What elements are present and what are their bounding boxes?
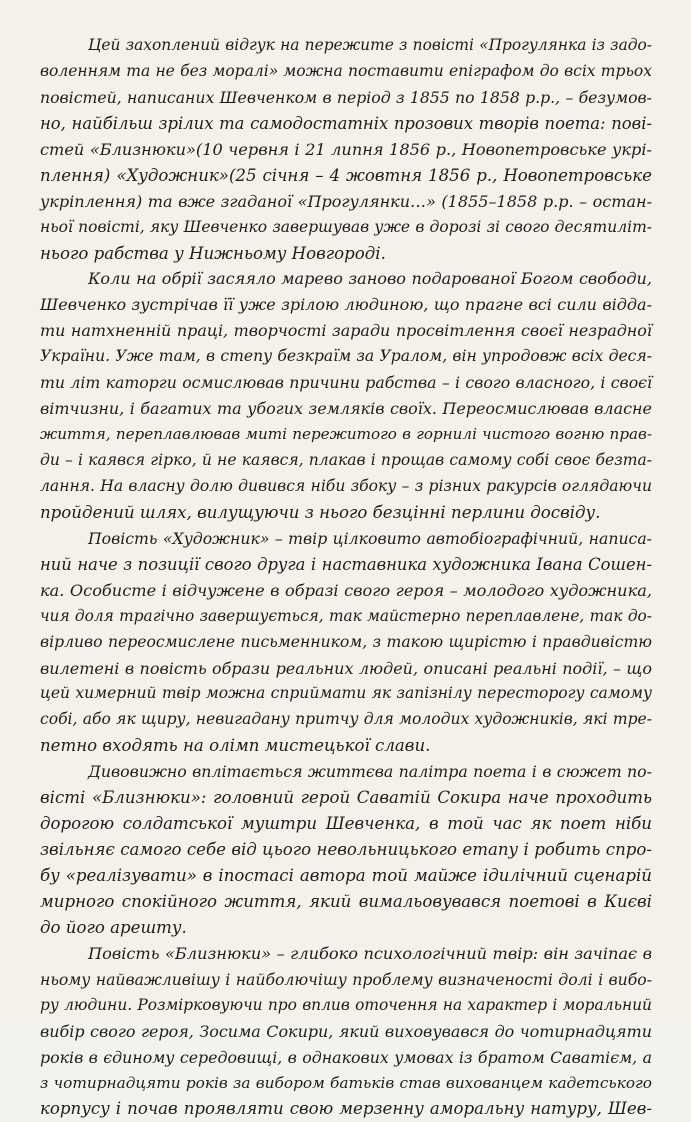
text-line: но, найбільш зрілих та самодостатніх прозових творів поета: пові- — [40, 113, 652, 133]
text-line: вірливо переосмислене письменником, з такою щирістю і правдивістю — [40, 632, 652, 651]
text-line: Коли на обрії засяяло марево заново подарованої Богом свободи, — [88, 269, 652, 289]
text-line: років в єдиному середовищі, в однакових умовах із братом Саватієм, а — [40, 1047, 652, 1067]
text-line: ти літ каторги осмислював причини рабства – і свого власного, і своєї — [40, 373, 652, 393]
text-line: нього рабства у Нижньому Новгороді. — [40, 243, 386, 263]
text-line: вибір свого героя, Зосима Сокири, який виховувався до чотирнадцяти — [40, 1021, 652, 1041]
text-line: повістей, написаних Шевченком в період з 1855 по 1858 р.р., – безумов- — [40, 87, 652, 107]
text-line: чия доля трагічно завершується, так майстерно переплавлене, так до- — [40, 606, 652, 625]
text-line: ди – і каявся гірко, й не каявся, плакав і прощав самому собі своє безта- — [40, 451, 652, 469]
body-text — [40, 33, 652, 1122]
text-line: ний наче з позиції свого друга і наставника художника Івана Сошен- — [40, 554, 652, 574]
text-line: цей химерний твір можна сприймати як запізнілу пересторогу самому — [40, 684, 652, 703]
text-line: ти натхненній праці, творчості заради просвітлення своєї незрадної — [40, 321, 652, 341]
text-line: лання. На власну долю дивився ніби збоку – з різних ракурсів оглядаючи — [40, 476, 652, 495]
text-line: собі, або як щиру, невигадану притчу для молодих художників, які тре- — [40, 710, 652, 729]
text-line: життя, переплавлював миті пережитого в горнилі чистого вогню прав- — [40, 425, 652, 444]
text-line: з чотирнадцяти років за вибором батьків став вихованцем кадетського — [40, 1073, 652, 1092]
text-line: Повість «Художник» – твір цілковито автобіографічний, написа- — [88, 528, 652, 548]
text-line: вісті «Близнюки»: головний герой Саватій Сокира наче проходить — [40, 788, 652, 808]
text-line: плення) «Художник»(25 січня – 4 жовтня 1856 р., Новопетровське — [40, 165, 652, 185]
text-line: стей «Близнюки»(10 червня і 21 липня 1856 р., Новопетровське укрі- — [40, 139, 652, 159]
text-line: петно входять на олімп мистецької слави. — [40, 736, 431, 756]
text-line: мирного спокійного життя, який вимальовувався поетові в Києві — [40, 891, 652, 911]
text-line: Шевченко зустрічав її уже зрілою людиною, що прагне всі сили віддa- — [40, 295, 652, 315]
text-line: Дивовижно вплітається життєва палітра поета і в сюжет по- — [88, 762, 652, 782]
text-line: Повість «Близнюки» – глибоко психологічний твір: він зачіпає в — [88, 943, 652, 963]
text-line: вилетені в повість образи реальних людей, описані реальні події, – що — [40, 658, 652, 678]
text-line: ньої повісті, яку Шевченко завершував уже в дорозі зі свого десятиліт- — [40, 217, 652, 236]
text-line: воленням та не без моралі» можна поставити епіграфом до всіх трьох — [40, 61, 652, 80]
text-line: укріплення) та вже згаданої «Прогулянки…» (1855–1858 р.р. – остан- — [40, 191, 652, 211]
text-line: ка. Особисте і відчужене в образі свого героя – молодого художника, — [40, 580, 652, 600]
text-line: України. Уже там, в степу безкраїм за Уралом, він упродовж всіх деся- — [40, 347, 652, 366]
text-line: бу «реалізувати» в іпостасі автора той майже ідилічний сценарій — [40, 866, 652, 885]
text-line: дорогою солдатської муштри Шевченка, в той час як поет ніби — [40, 814, 652, 834]
text-line: ньому найважливішу і найболючішу проблему визначеності долі і вибо- — [40, 969, 652, 989]
text-line: ру людини. Розмірковуючи про вплив оточення на характер і моральний — [40, 995, 652, 1014]
text-line: Цей захоплений відгук на пережите з повісті «Прогулянка із задо- — [88, 36, 652, 54]
text-line: вітчизни, і багатих та убогих земляків своїх. Переосмислював власне — [40, 399, 652, 419]
text-line: звільняє самого себе від цього невольницького етапу і робить спро- — [40, 840, 652, 860]
text-line: корпусу і почав проявляти свою мерзенну аморальну натуру, Шев- — [40, 1099, 652, 1119]
text-line: до його арешту. — [40, 917, 187, 937]
text-line: пройдений шлях, вилущуючи з нього безцінні перлини досвіду. — [40, 502, 601, 522]
